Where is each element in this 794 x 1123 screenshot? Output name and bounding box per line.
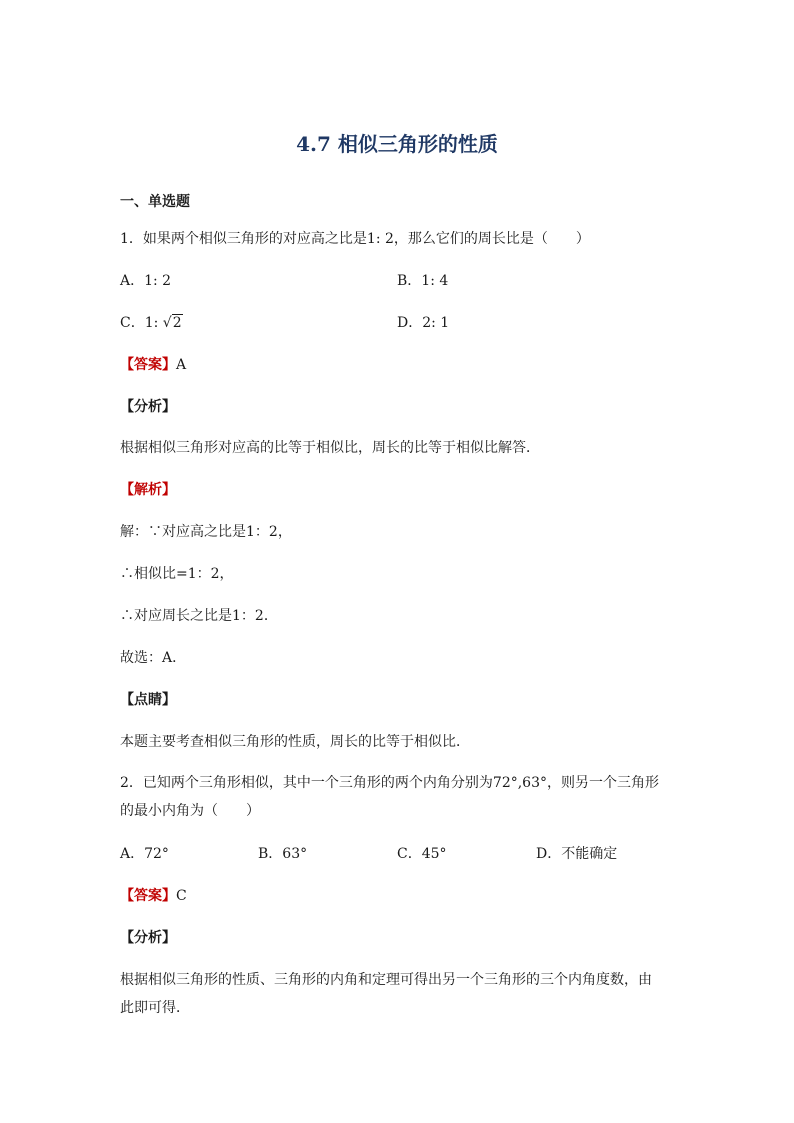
q2-option-a: A．72° [120, 846, 169, 862]
q1-option-c [120, 314, 183, 332]
q1-comment: 本题主要考查相似三角形的性质，周长的比等于相似比． [120, 734, 470, 750]
q1-analysis-tag: 【分析】 [120, 399, 176, 415]
q1-stem: 1．如果两个相似三角形的对应高之比是1: 2，那么它们的周长比是（ ） [120, 231, 590, 247]
q2-option-b: B．63° [258, 846, 308, 862]
answer-tag: 【答案】 [120, 888, 176, 904]
q1-solution-line: ∴对应周长之比是1：2． [120, 608, 278, 624]
q2-analysis-line2: 此即可得． [120, 1000, 190, 1016]
q1-comment-tag: 【点睛】 [120, 692, 176, 708]
radicand: 2 [172, 315, 182, 331]
q1-option-c-prefix: C．1: [120, 315, 163, 331]
q1-solution-line: ∴相似比=1：2， [120, 566, 234, 582]
q1-solution-line: 故选：A． [120, 650, 187, 666]
section-heading: 一、单选题 [120, 194, 190, 210]
q2-stem-line2: 的最小内角为（ ） [120, 803, 260, 819]
q2-analysis-tag: 【分析】 [120, 930, 176, 946]
q1-solution-line: 解：∵对应高之比是1：2， [120, 524, 292, 540]
q2-stem-line1: 2．已知两个三角形相似，其中一个三角形的两个内角分别为72°,63°，则另一个三角形 [120, 775, 659, 791]
document-title: 4.7 相似三角形的性质 [296, 132, 498, 156]
radical-sign: √ [162, 315, 172, 331]
q1-solution-tag: 【解析】 [120, 482, 176, 498]
answer-tag: 【答案】 [120, 357, 176, 373]
q2-option-d: D．不能确定 [536, 846, 618, 862]
q2-analysis-line1: 根据相似三角形的性质、三角形的内角和定理可得出另一个三角形的三个内角度数，由 [120, 972, 652, 988]
sqrt-symbol [163, 314, 183, 332]
q1-option-d: D．2: 1 [397, 315, 450, 331]
q1-option-a: A．1: 2 [120, 273, 172, 289]
q2-option-c: C．45° [397, 846, 447, 862]
q1-option-b: B．1: 4 [397, 273, 449, 289]
q1-answer [120, 356, 186, 374]
answer-value: C [176, 888, 187, 904]
q1-analysis: 根据相似三角形对应高的比等于相似比，周长的比等于相似比解答． [120, 440, 540, 456]
q2-answer [120, 887, 187, 905]
answer-value: A [176, 357, 187, 373]
